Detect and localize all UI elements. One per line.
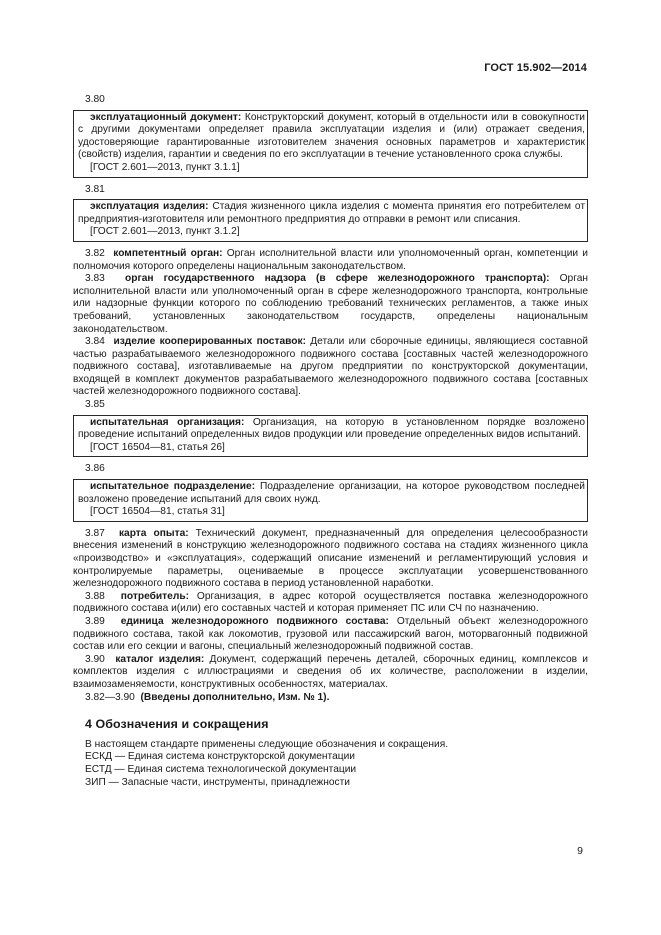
term-definition: Стадия жизненного цикла изделия с момента принятия его потребителем от предприятия-изготовителя или ремонтного предприятия до отправки в ремонт или списания. [78, 201, 585, 225]
abbreviation-item: ЕСКД — Единая система конструкторской документации [85, 751, 355, 763]
term-reference: [ГОСТ 16504—81, статья 31] [90, 506, 225, 518]
term-name: компетентный орган: [113, 247, 223, 259]
term-definition: Организация, в адрес которой осуществляется поставка железнодорожного подвижного состава и(или) его составных частей и которая применяет ПС или СЧ по назначению. [73, 590, 588, 615]
term-box-3-81 [73, 199, 588, 242]
term-definition: Технический документ, предназначенный для определения целесообразности внесения изменений в конструкцию железнодорожного подвижного состава на стадиях жизненного цикла «производство» и «эксплуатация», содержащий описание изменений и регламентирующий условия и контролируемые параметры, оцениваемые в процессе эксплуатации усовершенствованного железнодорожного подвижного состава в период установленной наработки. [73, 527, 588, 590]
term-definition: Орган исполнительной власти или уполномоченный орган, компетенции и полномочия которого определены национальным законодательством. [73, 247, 588, 272]
term-name: каталог изделия: [115, 653, 205, 665]
term-paragraph [78, 417, 585, 442]
term-box-3-80 [73, 110, 588, 178]
term-paragraph-3-83 [73, 273, 588, 336]
term-name: карта опыта: [118, 527, 189, 539]
term-number: 3.90 [85, 653, 105, 665]
term-name: эксплуатационный документ: [90, 111, 242, 123]
term-box-3-86 [73, 479, 588, 522]
term-number: 3.88 [85, 590, 105, 602]
term-box-3-85 [73, 415, 588, 458]
term-number: 3.87 [85, 527, 105, 539]
standard-header: ГОСТ 15.902—2014 [484, 62, 587, 74]
term-number: 3.89 [85, 615, 105, 627]
term-definition: Детали или сборочные единицы, являющиеся составной частью разрабатываемого железнодорожного подвижного состава [составных частей железнодорожного подвижного состава], изготавливаемые на другом предприятии по конструкторской документации, входящей в комплект документов разрабатываемого железнодорожного подвижного состава [составных частей железнодорожного подвижного состава]. [73, 336, 588, 398]
term-number: 3.84 [85, 336, 105, 348]
term-paragraph [78, 112, 585, 162]
amendment-range: 3.82—3.90 [85, 691, 135, 703]
section-heading: 4 Обозначения и сокращения [85, 717, 269, 732]
amendment-note [73, 692, 588, 705]
term-paragraph-3-90 [73, 654, 588, 692]
term-definition: Подразделение организации, на которое руководством последней возложено проведение испытаний для своих нужд. [78, 481, 585, 505]
term-name: испытательная организация: [90, 416, 245, 428]
term-reference: [ГОСТ 2.601—2013, пункт 3.1.1] [90, 161, 240, 173]
term-definition: Отдельный объект железнодорожного подвижного состава, такой как локомотив, грузовой или пассажирский вагон, моторвагонный подвижной состав или его секции и вагоны, специальный железнодорожный подвижной состав. [73, 615, 588, 653]
term-number: 3.82 [85, 247, 105, 259]
term-name: изделие кооперированных поставок: [113, 336, 306, 348]
term-name: орган государственного надзора (в сфере железнодорожного транспорта): [125, 273, 550, 285]
term-reference: [ГОСТ 2.601—2013, пункт 3.1.2] [90, 226, 240, 238]
term-number: 3.80 [85, 94, 105, 105]
abbreviations-list [73, 739, 588, 789]
term-paragraph [78, 201, 585, 226]
abbreviation-item: ЗИП — Запасные части, инструменты, принадлежности [85, 776, 350, 788]
section-intro: В настоящем стандарте применены следующие обозначения и сокращения. [85, 738, 449, 750]
term-name: потребитель: [120, 590, 189, 602]
term-paragraph-3-82 [73, 248, 588, 273]
term-name: испытательное подразделение: [90, 481, 256, 493]
term-number: 3.86 [85, 463, 105, 475]
term-definition: Организация, на которую в установленном порядке возложено проведение испытаний определенных видов продукции или проведение определенных видов испытаний. [78, 416, 585, 441]
term-paragraph [78, 481, 585, 506]
term-paragraph-3-87 [73, 528, 588, 591]
term-reference: [ГОСТ 16504—81, статья 26] [90, 441, 225, 453]
term-number: 3.85 [85, 399, 105, 411]
term-number: 3.81 [85, 183, 105, 195]
term-definition: Конструкторский документ, который в отдельности или в совокупности с другими документами определяет правила эксплуатации изделия и (или) отражает сведения, удостоверяющие гарантированные изготовителем значения основных параметров и характеристик (свойств) изделия, гарантии и сведения по его эксплуатации в течение установленного срока службы. [78, 111, 585, 161]
page-content [73, 94, 588, 789]
abbreviation-item: ЕСТД — Единая система технологической документации [85, 763, 357, 775]
term-paragraph-3-89 [73, 616, 588, 654]
term-definition: Орган исполнительной власти или уполномоченный орган в сфере железнодорожного транспорта, контрольные или надзорные функции которого по соблюдению требований технических регламентов, а также иных требований, установленных законодательством государств, определены национальным законодательством. [73, 273, 588, 335]
term-paragraph-3-88 [73, 591, 588, 616]
term-definition: Документ, содержащий перечень деталей, сборочных единиц, комплексов и комплектов изделия с иллюстрациями и сведения об их количестве, расположении в изделии, взаимозаменяемости, конструктивных особенностях, материалах. [73, 653, 588, 690]
amendment-text: (Введены дополнительно, Изм. № 1). [140, 691, 330, 703]
page-number: 9 [577, 845, 583, 857]
term-name: единица железнодорожного подвижного состава: [120, 615, 389, 627]
term-number: 3.83 [85, 273, 105, 285]
term-name: эксплуатация изделия: [90, 201, 209, 213]
term-paragraph-3-84 [73, 336, 588, 399]
